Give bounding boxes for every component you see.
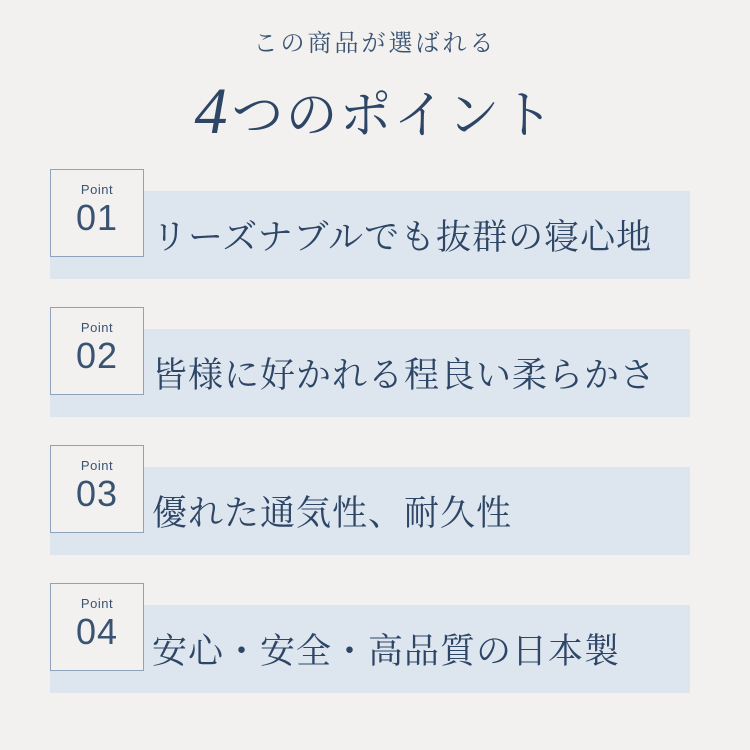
point-badge-label: Point (80, 181, 114, 197)
heading-title-rest: つのポイント (231, 87, 556, 145)
page-heading (0, 0, 750, 151)
heading-subtitle: この商品が選ばれる (253, 31, 497, 57)
point-badge-number: 04 (75, 610, 119, 652)
point-text: リーズナブルでも抜群の寝心地 (152, 217, 653, 257)
list-item (0, 307, 750, 417)
point-badge (50, 445, 144, 533)
point-text: 優れた通気性、耐久性 (152, 493, 513, 533)
point-badge-label: Point (80, 457, 114, 473)
point-badge (50, 169, 144, 257)
heading-numeral: 4 (194, 74, 228, 148)
points-list (0, 169, 750, 693)
list-item (0, 169, 750, 279)
list-item (0, 445, 750, 555)
point-text: 安心・安全・高品質の日本製 (152, 631, 621, 671)
point-badge-label: Point (80, 319, 114, 335)
point-badge (50, 307, 144, 395)
point-badge-number: 02 (75, 334, 119, 376)
point-badge-number: 01 (75, 196, 119, 238)
point-badge-number: 03 (75, 472, 119, 514)
page-title (0, 72, 750, 151)
list-item (0, 583, 750, 693)
point-badge-label: Point (80, 595, 114, 611)
point-badge (50, 583, 144, 671)
point-text: 皆様に好かれる程良い柔らかさ (152, 355, 657, 395)
